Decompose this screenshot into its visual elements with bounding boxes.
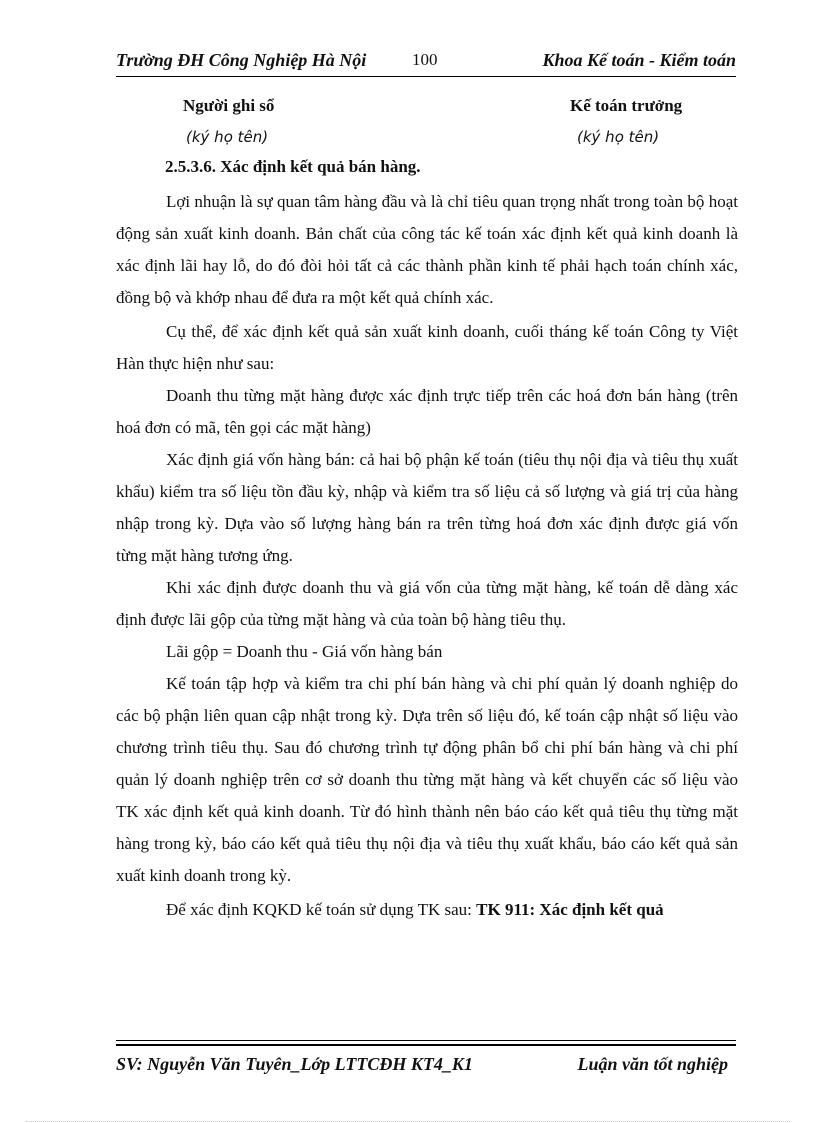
paragraph: Lợi nhuận là sự quan tâm hàng đầu và là chỉ tiêu quan trọng nhất trong toàn bộ hoạt động sản xuất kinh doanh. Bản chất của công tác kế toán xác định kết quả kinh doanh là xác định lãi hay lỗ, do đó đòi hỏi tất cả các thành phần kinh tế phải hạch toán chính xác, đồng bộ và khớp nhau để đưa ra một kết quả chính xác. [116, 192, 738, 307]
signature-left-title: Người ghi sổ [183, 96, 275, 115]
page-number: 100 [412, 50, 438, 69]
section-heading: 2.5.3.6. Xác định kết quả bán hàng. [165, 157, 421, 176]
signature-right-title: Kế toán trưởng [570, 96, 683, 115]
page-header [116, 48, 736, 74]
paragraph: Doanh thu từng mặt hàng được xác định trực tiếp trên các hoá đơn bán hàng (trên hoá đơn có mã, tên gọi các mặt hàng) [116, 386, 738, 437]
account-title: TK 911: Xác định kết quả [476, 900, 664, 919]
paragraph-last-text: Để xác định KQKD kế toán sử dụng TK sau: [166, 900, 477, 919]
formula-line: Lãi gộp = Doanh thu - Giá vốn hàng bán [166, 642, 443, 661]
footer-rule-top [116, 1040, 736, 1041]
page-footer [116, 1054, 736, 1080]
header-rule [116, 76, 736, 77]
signature-left-sub: (ký họ tên) [186, 128, 269, 146]
paragraph-last [116, 894, 738, 926]
paragraph: Khi xác định được doanh thu và giá vốn của từng mặt hàng, kế toán dễ dàng xác định được lãi gộp của từng mặt hàng và của toàn bộ hàng tiêu thụ. [116, 578, 738, 629]
signature-right-sub: (ký họ tên) [577, 128, 660, 146]
header-faculty: Khoa Kế toán - Kiểm toán [542, 50, 736, 70]
footer-student: SV: Nguyễn Văn Tuyên_Lớp LTTCĐH KT4_K1 [116, 1054, 473, 1074]
page-bottom-border [26, 1121, 790, 1122]
paragraph: Xác định giá vốn hàng bán: cả hai bộ phận kế toán (tiêu thụ nội địa và tiêu thụ xuất khẩu) kiểm tra số liệu tồn đầu kỳ, nhập và kiểm tra số liệu cả số lượng và giá trị của hàng nhập trong kỳ. Dựa vào số lượng hàng bán ra trên từng hoá đơn xác định được giá vốn từng mặt hàng tương ứng. [116, 450, 738, 565]
paragraph: Kế toán tập hợp và kiểm tra chi phí bán hàng và chi phí quản lý doanh nghiệp do các bộ phận liên quan cập nhật trong kỳ. Dựa trên số liệu đó, kế toán cập nhật số liệu vào chương trình tiêu thụ. Sau đó chương trình tự động phân bổ chi phí bán hàng và chi phí quản lý doanh nghiệp trên cơ sở doanh thu từng mặt hàng và kết chuyển các số liệu vào TK xác định kết quả kinh doanh. Từ đó hình thành nên báo cáo kết quả tiêu thụ từng mặt hàng trong kỳ, báo cáo kết quả tiêu thụ nội địa và tiêu thụ xuất khẩu, báo cáo kết quả sản xuất kinh doanh trong kỳ. [116, 674, 738, 885]
paragraph: Cụ thể, để xác định kết quả sản xuất kinh doanh, cuối tháng kế toán Công ty Việt Hàn thực hiện như sau: [116, 322, 738, 373]
footer-rule-bottom [116, 1044, 736, 1046]
header-school: Trường ĐH Công Nghiệp Hà Nội [116, 50, 367, 70]
footer-doc-type: Luận văn tốt nghiệp [577, 1054, 728, 1074]
